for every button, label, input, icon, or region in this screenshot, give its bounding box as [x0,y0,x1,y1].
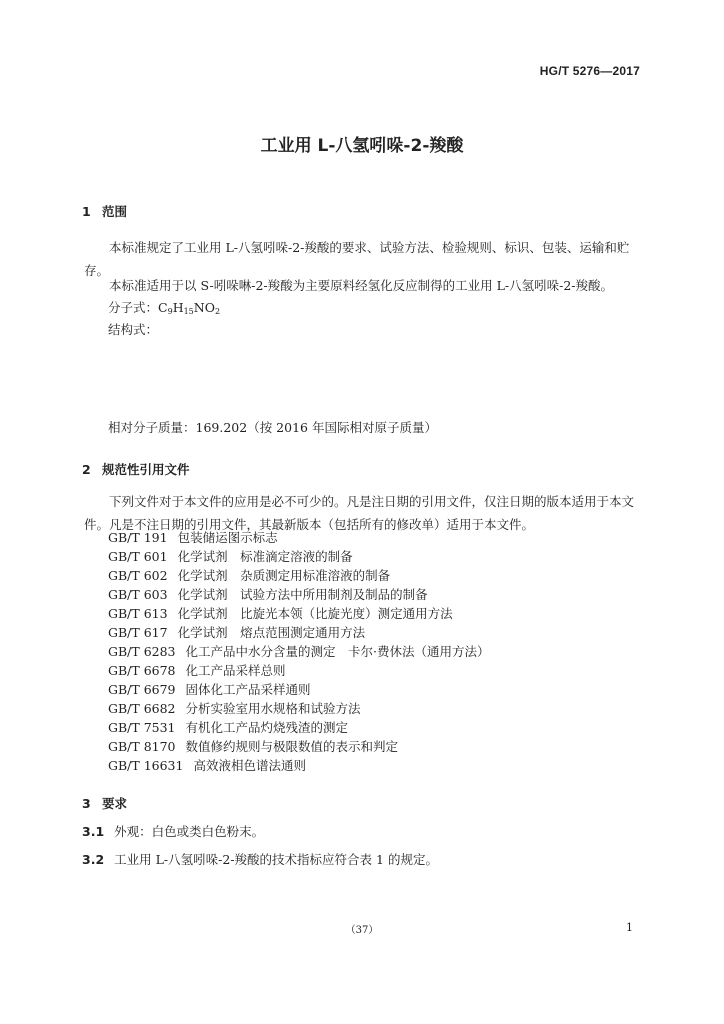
reference-item [108,528,490,547]
relative-molecular-mass: 相对分子质量：169.202（按 2016 年国际相对原子质量） [108,420,437,435]
formula-h-count: 15 [183,307,194,316]
reference-title: 化学试剂 试验方法中所用制剂及制品的制备 [177,587,428,602]
reference-code: GB/T 7531 [108,720,176,735]
reference-code: GB/T 8170 [108,739,176,754]
reference-item [108,699,490,718]
scope-paragraph-1: 本标准规定了工业用 L-八氢吲哚-2-羧酸的要求、试验方法、检验规则、标识、包装、运输和贮存。 [84,240,630,278]
page-number: 1 [626,921,633,934]
reference-code: GB/T 601 [108,549,168,564]
reference-code: GB/T 6682 [108,701,176,716]
reference-code: GB/T 6679 [108,682,176,697]
reference-code: GB/T 613 [108,606,168,621]
section-1-heading [82,202,127,220]
section-3-heading [82,794,127,812]
clause-number: 3.1 [82,824,105,839]
section-title: 要求 [102,796,128,811]
reference-item [108,585,490,604]
formula-n: N [193,300,205,315]
reference-title: 分析实验室用水规格和试验方法 [185,701,361,716]
reference-code: GB/T 602 [108,568,168,583]
document-title: 工业用 L-八氢吲哚-2-羧酸 [260,136,464,156]
reference-title: 化学试剂 熔点范围测定通用方法 [177,625,366,640]
formula-label: 分子式： [108,300,159,315]
reference-item [108,642,490,661]
section-number: 1 [82,204,91,219]
reference-item [108,661,490,680]
clause-text: 外观：白色或类白色粉末。 [114,824,265,839]
reference-title: 包装储运图示标志 [177,530,278,545]
clause-3-2 [82,850,438,868]
reference-item [108,756,490,775]
reference-item [108,623,490,642]
reference-item [108,604,490,623]
section-number: 3 [82,796,91,811]
formula-o: O [204,300,215,315]
clause-3-1 [82,822,264,840]
reference-item [108,566,490,585]
scope-paragraph-2: 本标准适用于以 S-吲哚啉-2-羧酸为主要原料经氢化反应制得的工业用 L-八氢吲哚-2-羧酸。 [109,278,614,293]
reference-title: 化学试剂 比旋光本领（比旋光度）测定通用方法 [177,606,453,621]
clause-text: 工业用 L-八氢吲哚-2-羧酸的技术指标应符合表 1 的规定。 [114,852,438,867]
reference-code: GB/T 617 [108,625,168,640]
reference-code: GB/T 16631 [108,758,184,773]
molecular-formula [108,298,220,316]
reference-list [108,528,490,775]
section-number: 2 [82,462,91,477]
reference-title: 固体化工产品采样通则 [185,682,311,697]
reference-item [108,718,490,737]
normative-intro-paragraph: 下列文件对于本文件的应用是必不可少的。凡是注日期的引用文件，仅注日期的版本适用于本文件。凡是不注日期的引用文件，其最新版本（包括所有的修改单）适用于本文件。 [84,494,635,532]
clause-number: 3.2 [82,852,105,867]
section-title: 规范性引用文件 [102,462,190,477]
reference-code: GB/T 6283 [108,644,176,659]
reference-title: 化工产品采样总则 [185,663,286,678]
formula-h: H [172,300,184,315]
reference-item [108,737,490,756]
section-title: 范围 [102,204,128,219]
reference-code: GB/T 603 [108,587,168,602]
reference-title: 高效液相色谱法通则 [193,758,306,773]
reference-title: 数值修约规则与极限数值的表示和判定 [185,739,399,754]
reference-item [108,547,490,566]
formula-c-count: 9 [167,307,173,316]
formula-o-count: 2 [214,307,221,316]
reference-title: 化工产品中水分含量的测定 卡尔·费休法（通用方法） [185,644,490,659]
reference-item [108,680,490,699]
standard-number: HG/T 5276—2017 [539,64,640,78]
reference-title: 化学试剂 杂质测定用标准溶液的制备 [177,568,391,583]
reference-code: GB/T 191 [108,530,168,545]
footer-page-code: （37） [345,925,379,936]
formula-c: C [158,300,168,315]
reference-code: GB/T 6678 [108,663,176,678]
reference-title: 有机化工产品灼烧残渣的测定 [185,720,349,735]
structure-label: 结构式： [108,322,159,337]
section-2-heading [82,460,190,478]
reference-title: 化学试剂 标准滴定溶液的制备 [177,549,353,564]
